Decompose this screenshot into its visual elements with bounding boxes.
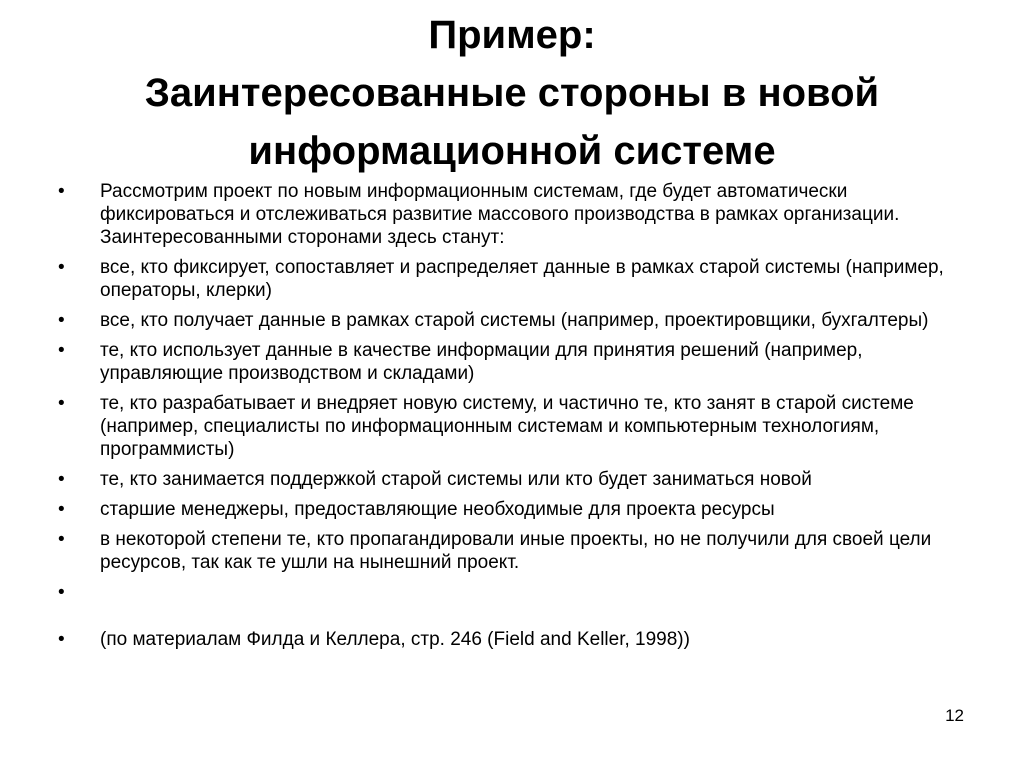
list-item <box>58 309 978 332</box>
slide-title <box>40 6 984 180</box>
bullet-icon: • <box>58 257 65 278</box>
bullet-text: Рассмотрим проект по новым информационным системам, где будет автоматически фиксироваться и отслеживаться развитие массового производства в рамках организации. Заинтересованными сторонами здесь станут: <box>100 181 900 248</box>
bullet-text: старшие менеджеры, предоставляющие необходимые для проекта ресурсы <box>100 499 775 520</box>
bullet-icon: • <box>58 469 65 490</box>
bullet-icon: • <box>58 529 65 550</box>
list-item <box>58 528 978 574</box>
title-line: информационной системе <box>248 129 776 173</box>
bullet-text: (по материалам Филда и Келлера, стр. 246 (Field and Keller, 1998)) <box>100 629 690 650</box>
list-item <box>58 468 978 491</box>
bullet-list <box>58 180 978 658</box>
bullet-text: все, кто фиксирует, сопоставляет и распределяет данные в рамках старой системы (например, операторы, клерки) <box>100 257 944 301</box>
bullet-text: те, кто использует данные в качестве информации для принятия решений (например, управляющие производством и складами) <box>100 340 863 384</box>
list-item <box>58 392 978 461</box>
bullet-icon: • <box>58 582 65 603</box>
list-item <box>58 180 978 249</box>
bullet-icon: • <box>58 629 65 650</box>
bullet-icon: • <box>58 393 65 414</box>
title-line: Заинтересованные стороны в новой <box>144 71 880 115</box>
bullet-text: те, кто занимается поддержкой старой системы или кто будет заниматься новой <box>100 469 812 490</box>
list-item <box>58 581 978 604</box>
bullet-icon: • <box>58 340 65 361</box>
bullet-text: в некоторой степени те, кто пропагандировали иные проекты, но не получили для своей цели ресурсов, так как те ушли на нынешний проект. <box>100 529 932 573</box>
list-item <box>58 498 978 521</box>
bullet-icon: • <box>58 181 65 202</box>
list-item <box>58 339 978 385</box>
bullet-text: все, кто получает данные в рамках старой системы (например, проектировщики, бухгалтеры) <box>100 310 929 331</box>
bullet-text: те, кто разрабатывает и внедряет новую систему, и частично те, кто занят в старой системе (например, специалисты по информационным системам и компьютерным технологиям, программисты) <box>100 393 914 460</box>
page-number: 12 <box>945 706 964 725</box>
list-item <box>58 628 978 651</box>
bullet-icon: • <box>58 499 65 520</box>
bullet-icon: • <box>58 310 65 331</box>
title-line: Пример: <box>428 13 596 57</box>
list-item <box>58 256 978 302</box>
